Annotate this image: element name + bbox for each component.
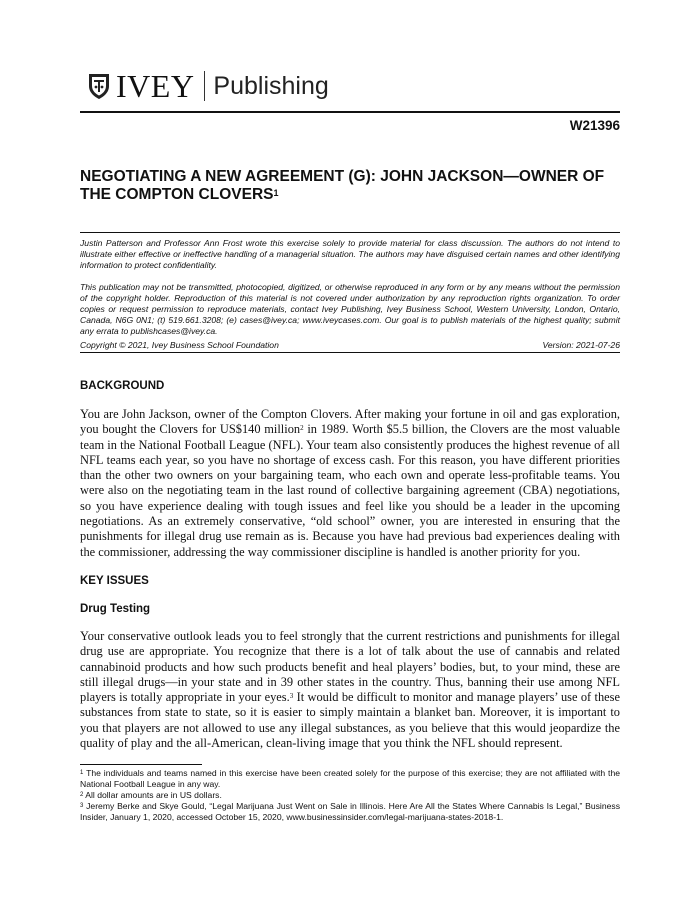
drug-text-a: Your conservative outlook leads you to feel strongly that the current restrictions and punishments for illegal drug use are appropriate. You recognize that there is a lot of talk about the use of cannabis and related cannabinoid products and how such products benefit and heal players’ bodies, but, to your mind, these are still illegal drugs—in your state and in 39 other states in the country. Thus, banning their use among NFL players is totally appropriate in your eyes. (80, 629, 620, 705)
footnote-num: 3 (80, 803, 84, 809)
title-text: NEGOTIATING A NEW AGREEMENT (G): JOHN JACKSON—OWNER OF THE COMPTON CLOVERS (80, 168, 605, 203)
drug-testing-paragraph (80, 629, 620, 751)
footnote-text: The individuals and teams named in this exercise have been created solely for the purpose of this exercise; they are not affiliated with the National Football League in any way. (80, 768, 620, 789)
title-footnote-ref: 1 (273, 188, 279, 198)
footnote-rule (80, 764, 202, 765)
notice-bottom-rule (80, 352, 620, 353)
shield-crest-icon (88, 72, 110, 100)
case-number: W21396 (569, 118, 620, 133)
background-text-b: in 1989. Worth $5.5 billion, the Clovers are the most valuable team in the National Football League (NFL). Your team also consistently produces the highest revenue of all NFL teams each year, so you have no shortage of excess cash. For this reason, you have different priorities than the other two owners on your bargaining team, who each own and operate less-profitable teams. You were also on the negotiating team in the last round of collective bargaining agreement (CBA) negotiations, so you have experience dealing with tough issues and feel like you should be a leader in the upcoming negotiations. As an extremely conservative, “old school” owner, you are interested in ensuring that the punishments for illegal drug use remain as is. Because you have had previous bad experiences dealing with the commissioner, addressing the way commissioner discipline is handled is another priority for you. (80, 422, 621, 559)
ivey-publishing-logo (88, 66, 329, 106)
copyright-line (80, 340, 620, 350)
footnote-text: All dollar amounts are in US dollars. (83, 790, 222, 800)
permission-notice: This publication may not be transmitted, photocopied, digitized, or otherwise reproduced in any form or by any means without the permission of the copyright holder. Reproduction of this material is not covered under authorization by any reproduction rights organization. To order copies or request permission to reproduce materials, contact Ivey Publishing, Ivey Business School, Western University, London, Ontario, Canada, N6G 0N1; (t) 519.661.3208; (e) cases@ivey.ca; www.iveycases.com. Our goal is to publish materials of the highest quality; submit any errata to publishcases@ivey.ca. (80, 282, 620, 336)
key-issues-heading: KEY ISSUES (80, 575, 149, 587)
brand-section: Publishing (213, 71, 329, 100)
version-text: Version: 2021-07-26 (542, 340, 620, 350)
footnote-num: 2 (80, 792, 84, 798)
footnote-ref-3: 3 (289, 692, 294, 701)
footnote-text: Jeremy Berke and Skye Gould, “Legal Marijuana Just Went on Sale in Illinois. Here Are All the States Where Cannabis Is Legal,” Business Insider, January 1, 2020, accessed October 15, 2020, www.businessinsider.com/legal-marijuana-states-2018-1. (80, 801, 620, 822)
footnote-num: 1 (80, 770, 84, 776)
authors-notice: Justin Patterson and Professor Ann Frost wrote this exercise solely to provide material for class discussion. The authors do not intend to illustrate either effective or ineffective handling of a managerial situation. The authors may have disguised certain names and other identifying information to protect confidentiality. (80, 238, 620, 270)
drug-text-b: It would be difficult to monitor and manage players’ use of these substances from state to state, so it is easier to simply maintain a blanket ban. Moreover, it is important to you that players are not allowed to use any illegal substances, as you believe that this would jeopardize the quality of play and the all-American, clean-living image that you think the NFL should represent. (80, 690, 620, 751)
background-paragraph (80, 407, 620, 560)
footnote-3 (80, 801, 620, 823)
footnote-2 (80, 790, 620, 801)
notice-top-rule (80, 232, 620, 233)
page-title (80, 168, 620, 204)
logo-divider (204, 71, 205, 101)
brand-name: IVEY (116, 67, 195, 104)
header-rule (80, 111, 620, 113)
background-text-a: You are John Jackson, owner of the Compton Clovers. After making your fortune in oil and gas exploration, you bought the Clovers for US$140 million (80, 407, 620, 437)
footnote-1 (80, 768, 620, 790)
background-heading: BACKGROUND (80, 380, 165, 392)
drug-testing-heading: Drug Testing (80, 603, 151, 615)
copyright-text: Copyright © 2021, Ivey Business School Foundation (80, 340, 279, 350)
footnote-ref-2: 2 (300, 424, 304, 433)
footnotes (80, 768, 620, 823)
